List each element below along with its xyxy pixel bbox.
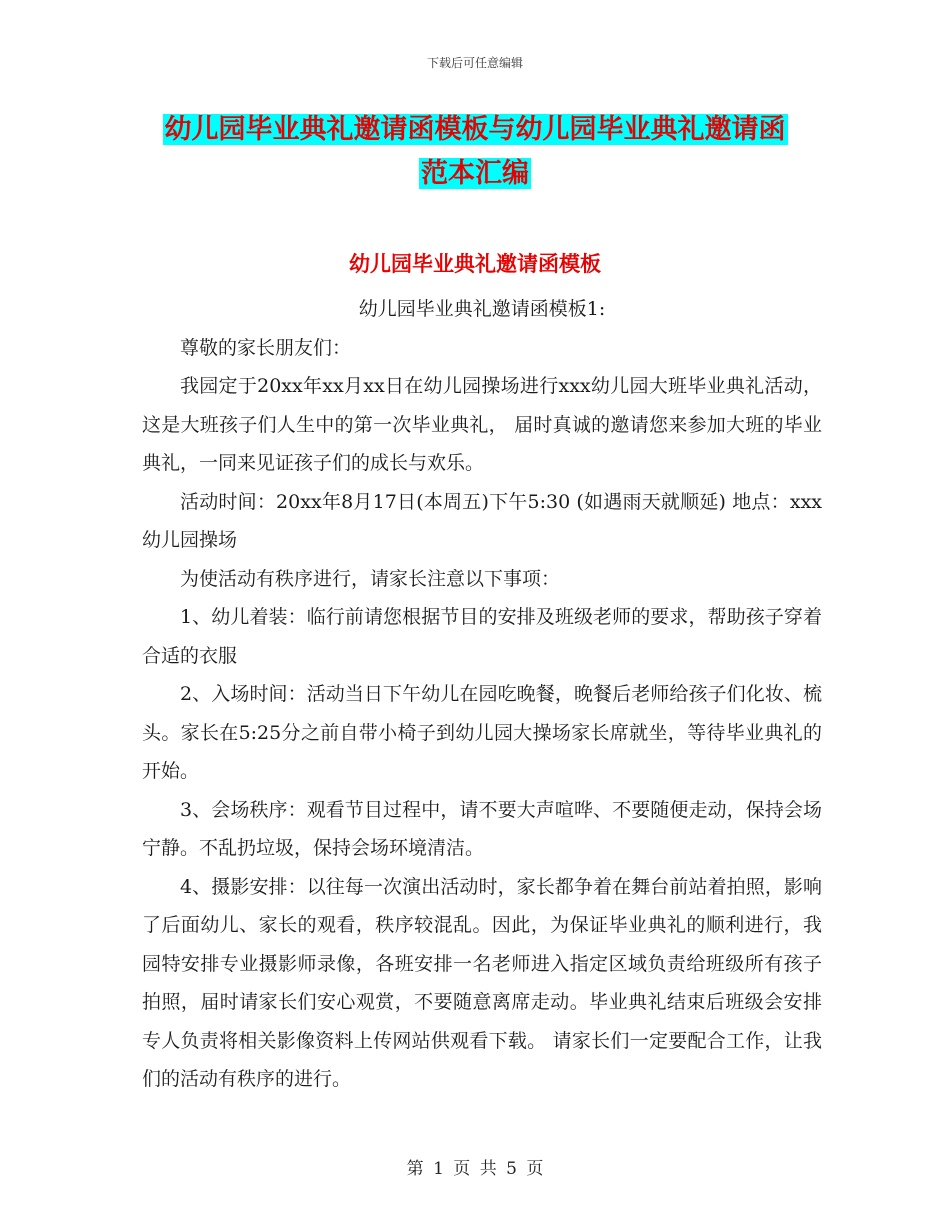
- paragraph-time-place: 活动时间：20xx年8月17日(本周五)下午5:30 (如遇雨天就顺延) 地点：xxx幼儿园操场: [142, 490, 822, 551]
- paragraph-item-3: 3、会场秩序：观看节目过程中，请不要大声喧哗、不要随便走动，保持会场宁静。不乱扔垃圾，保持会场环境清洁。: [142, 798, 822, 859]
- body-text: [142, 290, 822, 1099]
- paragraph-item-2: 2、入场时间：活动当日下午幼儿在园吃晚餐，晚餐后老师给孩子们化妆、梳头。家长在5:25分之前自带小椅子到幼儿园大操场家长席就坐，等待毕业典礼的开始。: [142, 683, 822, 782]
- paragraph-item-1: 1、幼儿着装：临行前请您根据节目的安排及班级老师的要求，帮助孩子穿着合适的衣服: [142, 606, 822, 667]
- salutation: 尊敬的家长朋友们：: [180, 336, 352, 359]
- paragraph-item-4: 4、摄影安排：以往每一次演出活动时，家长都争着在舞台前站着拍照，影响了后面幼儿、家长的观看，秩序较混乱。因此，为保证毕业典礼的顺利进行，我园特安排专业摄影师录像，各班安排一名老师进入指定区域负责给班级所有孩子拍照，届时请家长们安心观赏，不要随意离席走动。毕业典礼结束后班级会安排专人负责将相关影像资料上传网站供观看下载。 请家长们一定要配合工作，让我们的活动有秩序的进行。: [142, 875, 822, 1090]
- main-title-line-2-text: 范本汇编: [421, 158, 529, 189]
- main-title-line-2: [0, 156, 950, 192]
- paragraph-notice: 为使活动有秩序进行，请家长注意以下事项：: [180, 567, 561, 590]
- paragraph-intro: 我园定于20xx年xx月xx日在幼儿园操场进行xxx幼儿园大班毕业典礼活动，这是大班孩子们人生中的第一次毕业典礼， 届时真诚的邀请您来参加大班的毕业典礼，一同来见证孩子们的成长与欢乐。: [142, 375, 822, 474]
- template-heading: 幼儿园毕业典礼邀请函模板1:: [358, 298, 606, 320]
- main-title-line-1-text: 幼儿园毕业典礼邀请函模板与幼儿园毕业典礼邀请函: [164, 114, 786, 145]
- page-footer: 第 1 页 共 5 页: [406, 1159, 544, 1179]
- main-title-line-1: [0, 112, 950, 148]
- section-title: 幼儿园毕业典礼邀请函模板: [349, 252, 601, 276]
- header-note: 下载后可任意编辑: [426, 56, 523, 70]
